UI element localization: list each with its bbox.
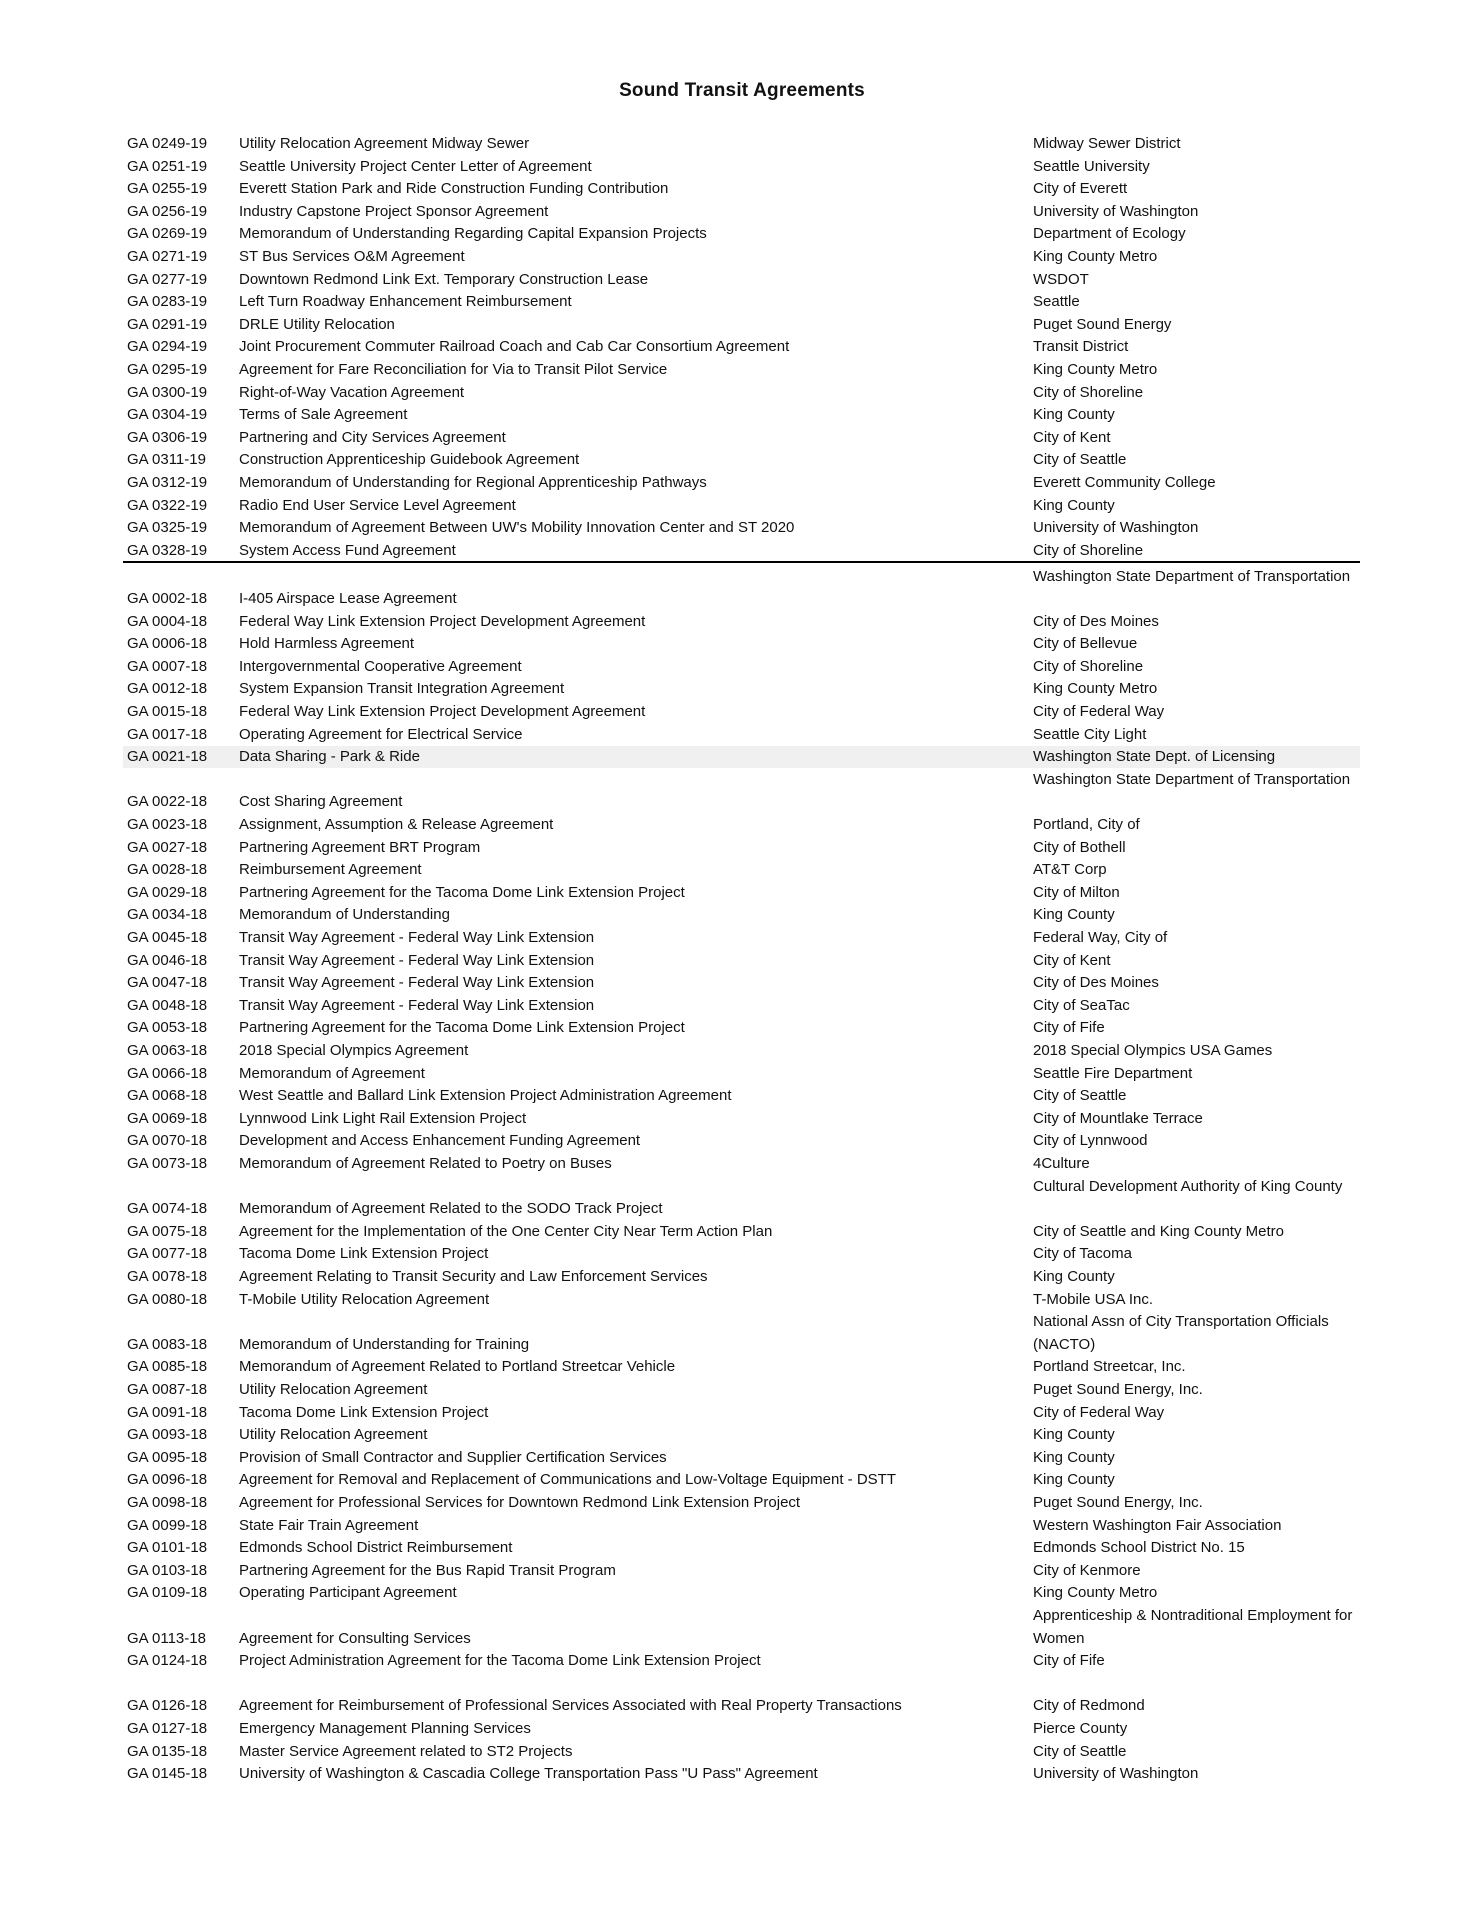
agreement-description: Federal Way Link Extension Project Development Agreement xyxy=(239,612,646,630)
agreement-description: Agreement for Removal and Replacement of Communications and Low-Voltage Equipment - DSTT xyxy=(239,1471,896,1489)
table-row xyxy=(123,540,1360,562)
agreement-id: GA 0046-18 xyxy=(127,951,208,969)
agreement-id: GA 0074-18 xyxy=(127,1200,208,1218)
agreement-id: GA 0069-18 xyxy=(127,1109,208,1127)
agreement-party: Midway Sewer District xyxy=(1033,135,1181,152)
agreement-party: Cultural Development Authority of King County xyxy=(1033,1177,1343,1195)
agreement-party: Portland Streetcar, Inc. xyxy=(1033,1358,1186,1376)
table-row xyxy=(123,1221,1360,1243)
agreement-party: City of Shoreline xyxy=(1033,541,1144,559)
table-row xyxy=(123,678,1360,700)
agreement-id: GA 0091-18 xyxy=(127,1403,208,1421)
agreement-description: Terms of Sale Agreement xyxy=(239,406,408,424)
agreement-description: Partnering and City Services Agreement xyxy=(239,428,506,446)
table-row xyxy=(123,495,1360,517)
table-row xyxy=(123,1469,1360,1491)
agreement-description: Memorandum of Agreement Between UW's Mobility Innovation Center and ST 2020 xyxy=(239,519,795,537)
agreement-party: Portland, City of xyxy=(1033,816,1140,833)
agreement-id: GA 0256-19 xyxy=(127,202,208,220)
agreement-party: Western Washington Fair Association xyxy=(1033,1516,1282,1534)
agreement-party: King County Metro xyxy=(1033,248,1158,265)
agreement-description: Memorandum of Agreement Related to Poetry on Buses xyxy=(239,1155,612,1172)
agreement-id: GA 0045-18 xyxy=(127,929,208,946)
agreement-description: Agreement for Consulting Services xyxy=(239,1629,471,1647)
agreement-party: King County xyxy=(1033,906,1115,924)
table-row xyxy=(123,201,1360,223)
agreement-id: GA 0063-18 xyxy=(127,1042,208,1059)
table-row xyxy=(123,1650,1360,1672)
agreement-description: Memorandum of Understanding for Regional Apprenticeship Pathways xyxy=(239,474,707,491)
agreement-id: GA 0127-18 xyxy=(127,1720,208,1737)
table-row xyxy=(123,1313,1360,1356)
table-row xyxy=(123,1356,1360,1378)
agreement-party: City of Redmond xyxy=(1033,1697,1145,1715)
table-row xyxy=(123,246,1360,268)
agreement-id: GA 0300-19 xyxy=(127,383,208,401)
agreement-party: Seattle Fire Department xyxy=(1033,1064,1193,1082)
agreement-description: 2018 Special Olympics Agreement xyxy=(239,1042,469,1059)
table-row xyxy=(123,1492,1360,1514)
table-row xyxy=(123,1040,1360,1062)
agreement-id: GA 0109-18 xyxy=(127,1584,208,1602)
agreement-party: AT&T Corp xyxy=(1033,861,1107,879)
agreement-party: Puget Sound Energy, Inc. xyxy=(1033,1494,1203,1511)
table-row xyxy=(123,178,1360,200)
table-row xyxy=(123,1582,1360,1604)
agreement-id: GA 0251-19 xyxy=(127,157,208,175)
agreement-party: Washington State Dept. of Licensing xyxy=(1033,748,1276,766)
table-row xyxy=(123,1515,1360,1537)
agreement-id: GA 0047-18 xyxy=(127,974,208,992)
table-row xyxy=(123,701,1360,723)
agreement-id: GA 0312-19 xyxy=(127,474,208,491)
agreement-party: City of Lynnwood xyxy=(1033,1132,1148,1150)
agreement-id: GA 0080-18 xyxy=(127,1290,208,1308)
agreement-description: I-405 Airspace Lease Agreement xyxy=(239,590,457,607)
agreement-party: King County Metro xyxy=(1033,1584,1158,1602)
table-row xyxy=(123,837,1360,859)
table-row xyxy=(123,770,1360,813)
agreement-description: System Access Fund Agreement xyxy=(239,541,456,559)
table-row xyxy=(123,1289,1360,1311)
agreement-description: Operating Participant Agreement xyxy=(239,1584,457,1602)
agreement-description: Joint Procurement Commuter Railroad Coach and Cab Car Consortium Agreement xyxy=(239,338,790,356)
table-row xyxy=(123,269,1360,291)
agreement-party: Puget Sound Energy, Inc. xyxy=(1033,1381,1203,1398)
agreement-party: King County xyxy=(1033,406,1115,424)
agreement-id: GA 0098-18 xyxy=(127,1494,208,1511)
agreement-id: GA 0022-18 xyxy=(127,793,208,811)
agreement-description: Transit Way Agreement - Federal Way Link Extension xyxy=(239,929,595,946)
agreement-party: City of Seattle xyxy=(1033,451,1127,469)
agreement-party: City of Kenmore xyxy=(1033,1561,1141,1579)
agreement-description: System Expansion Transit Integration Agreement xyxy=(239,680,565,698)
table-row xyxy=(123,1537,1360,1559)
agreement-description: Master Service Agreement related to ST2 Projects xyxy=(239,1742,573,1760)
agreement-id: GA 0083-18 xyxy=(127,1335,208,1353)
agreement-party: King County Metro xyxy=(1033,680,1158,698)
agreement-party: King County xyxy=(1033,1268,1115,1285)
table-row xyxy=(123,223,1360,245)
agreement-party: Pierce County xyxy=(1033,1720,1128,1737)
agreement-description: Utility Relocation Agreement xyxy=(239,1381,428,1398)
agreement-description: Memorandum of Understanding xyxy=(239,906,450,924)
agreement-description: Transit Way Agreement - Federal Way Link Extension xyxy=(239,974,595,992)
agreement-description: Partnering Agreement BRT Program xyxy=(239,838,481,856)
agreement-description: Right-of-Way Vacation Agreement xyxy=(239,383,465,401)
table-row xyxy=(123,656,1360,678)
agreement-id: GA 0027-18 xyxy=(127,838,208,856)
agreement-id: GA 0085-18 xyxy=(127,1358,208,1376)
agreement-description: Memorandum of Understanding for Training xyxy=(239,1335,530,1353)
table-row xyxy=(123,1447,1360,1469)
agreement-id: GA 0015-18 xyxy=(127,703,208,720)
agreement-description: Tacoma Dome Link Extension Project xyxy=(239,1245,489,1263)
agreement-id: GA 0073-18 xyxy=(127,1155,208,1172)
page-title: Sound Transit Agreements xyxy=(619,80,865,101)
agreement-party: National Assn of City Transportation Officials (NACTO) xyxy=(1033,1313,1329,1353)
agreement-description: Emergency Management Planning Services xyxy=(239,1720,531,1737)
agreement-id: GA 0269-19 xyxy=(127,225,208,243)
agreement-id: GA 0077-18 xyxy=(127,1245,208,1263)
agreement-party: Edmonds School District No. 15 xyxy=(1033,1539,1245,1557)
agreement-description: Cost Sharing Agreement xyxy=(239,793,403,811)
agreement-party: City of Bellevue xyxy=(1033,635,1138,653)
table-row xyxy=(123,1424,1360,1446)
agreement-id: GA 0255-19 xyxy=(127,180,208,198)
agreement-description: Industry Capstone Project Sponsor Agreement xyxy=(239,202,549,220)
table-row xyxy=(123,156,1360,178)
agreement-description: Assignment, Assumption & Release Agreement xyxy=(239,816,554,833)
agreement-description: Agreement Relating to Transit Security and Law Enforcement Services xyxy=(239,1268,708,1285)
agreement-description: State Fair Train Agreement xyxy=(239,1516,419,1534)
agreement-party: City of Everett xyxy=(1033,180,1128,198)
agreement-description: University of Washington & Cascadia College Transportation Pass "U Pass" Agreement xyxy=(239,1765,818,1783)
agreement-description: Edmonds School District Reimbursement xyxy=(239,1539,513,1557)
table-row xyxy=(123,291,1360,313)
table-row xyxy=(123,972,1360,994)
agreement-id: GA 0028-18 xyxy=(127,861,208,879)
agreement-party: King County xyxy=(1033,1448,1115,1466)
section-divider xyxy=(123,561,1360,563)
table-row xyxy=(123,1130,1360,1152)
table-row xyxy=(123,611,1360,633)
table-row xyxy=(123,314,1360,336)
agreement-party: City of Des Moines xyxy=(1033,612,1159,630)
agreement-party: Seattle University xyxy=(1033,157,1150,175)
table-row xyxy=(123,382,1360,404)
table-row xyxy=(123,359,1360,381)
table-row xyxy=(123,517,1360,539)
agreement-description: Transit Way Agreement - Federal Way Link Extension xyxy=(239,996,595,1014)
agreement-party: Transit District xyxy=(1033,338,1129,356)
table-row xyxy=(123,472,1360,494)
agreement-party: City of Kent xyxy=(1033,951,1111,969)
agreement-id: GA 0283-19 xyxy=(127,293,208,311)
agreement-party: University of Washington xyxy=(1033,519,1199,537)
agreement-party: Puget Sound Energy xyxy=(1033,315,1172,333)
agreement-description: Agreement for the Implementation of the One Center City Near Term Action Plan xyxy=(239,1222,773,1240)
table-row xyxy=(123,882,1360,904)
agreement-party: City of Kent xyxy=(1033,428,1111,446)
table-row xyxy=(123,927,1360,949)
agreement-id: GA 0095-18 xyxy=(127,1448,208,1466)
agreement-description: Tacoma Dome Link Extension Project xyxy=(239,1403,489,1421)
agreement-id: GA 0017-18 xyxy=(127,725,208,743)
table-row xyxy=(123,1063,1360,1085)
agreement-description: Data Sharing - Park & Ride xyxy=(239,748,420,766)
agreement-id: GA 0004-18 xyxy=(127,612,208,630)
agreement-party: Everett Community College xyxy=(1033,474,1216,491)
table-row xyxy=(123,1243,1360,1265)
table-row xyxy=(123,1379,1360,1401)
agreement-description: Memorandum of Agreement xyxy=(239,1064,425,1082)
agreement-id: GA 0075-18 xyxy=(127,1222,208,1240)
agreement-description: Left Turn Roadway Enhancement Reimbursement xyxy=(239,293,572,311)
agreement-party: 2018 Special Olympics USA Games xyxy=(1033,1042,1273,1059)
agreement-party: Seattle xyxy=(1033,293,1080,311)
agreement-party: Seattle City Light xyxy=(1033,725,1147,743)
agreement-description: Construction Apprenticeship Guidebook Agreement xyxy=(239,451,580,469)
agreement-description: Radio End User Service Level Agreement xyxy=(239,496,516,514)
agreement-party: City of Seattle and King County Metro xyxy=(1033,1222,1284,1240)
agreement-id: GA 0066-18 xyxy=(127,1064,208,1082)
agreement-id: GA 0048-18 xyxy=(127,996,208,1014)
agreement-party: City of Seattle xyxy=(1033,1742,1127,1760)
agreement-party: City of Fife xyxy=(1033,1019,1105,1037)
table-row xyxy=(123,1402,1360,1424)
agreement-id: GA 0068-18 xyxy=(127,1087,208,1105)
agreement-description: Project Administration Agreement for the Tacoma Dome Link Extension Project xyxy=(239,1652,761,1670)
agreement-party: WSDOT xyxy=(1033,270,1089,288)
agreement-id: GA 0328-19 xyxy=(127,541,208,559)
agreement-id: GA 0311-19 xyxy=(127,451,206,469)
agreement-id: GA 0103-18 xyxy=(127,1561,208,1579)
agreement-description: Utility Relocation Agreement Midway Sewer xyxy=(239,135,530,152)
table-row xyxy=(123,950,1360,972)
agreement-party: City of Seattle xyxy=(1033,1087,1127,1105)
agreement-party: City of Tacoma xyxy=(1033,1245,1132,1263)
agreement-description: Federal Way Link Extension Project Development Agreement xyxy=(239,703,646,720)
table-row xyxy=(123,746,1360,768)
agreement-id: GA 0291-19 xyxy=(127,315,208,333)
agreement-id: GA 0113-18 xyxy=(127,1629,206,1647)
agreement-description: Agreement for Professional Services for Downtown Redmond Link Extension Project xyxy=(239,1494,801,1511)
agreement-id: GA 0249-19 xyxy=(127,135,208,152)
agreement-party: 4Culture xyxy=(1033,1155,1090,1172)
table-row xyxy=(123,404,1360,426)
agreement-party: Washington State Department of Transportation xyxy=(1033,770,1351,788)
agreement-id: GA 0093-18 xyxy=(127,1426,208,1444)
table-row xyxy=(123,859,1360,881)
agreement-id: GA 0029-18 xyxy=(127,883,208,901)
agreement-party: Apprenticeship & Nontraditional Employment for Women xyxy=(1033,1607,1353,1647)
agreement-description: DRLE Utility Relocation xyxy=(239,315,395,333)
agreement-id: GA 0124-18 xyxy=(127,1652,208,1670)
table-row xyxy=(123,336,1360,358)
agreement-description: Downtown Redmond Link Ext. Temporary Construction Lease xyxy=(239,270,649,288)
agreement-description: Partnering Agreement for the Bus Rapid Transit Program xyxy=(239,1561,616,1579)
agreement-id: GA 0277-19 xyxy=(127,270,208,288)
agreement-party: Washington State Department of Transportation xyxy=(1033,567,1351,585)
agreement-party: City of Bothell xyxy=(1033,838,1126,856)
agreement-description: Intergovernmental Cooperative Agreement xyxy=(239,657,522,675)
agreement-description: T-Mobile Utility Relocation Agreement xyxy=(239,1290,490,1308)
agreement-party: City of Federal Way xyxy=(1033,1403,1165,1421)
table-row xyxy=(123,1108,1360,1130)
agreement-description: Partnering Agreement for the Tacoma Dome Link Extension Project xyxy=(239,1019,685,1037)
table-row xyxy=(123,1741,1360,1763)
table-row xyxy=(123,567,1360,610)
agreement-description: Operating Agreement for Electrical Service xyxy=(239,725,523,743)
agreement-party: City of Shoreline xyxy=(1033,383,1144,401)
agreement-id: GA 0101-18 xyxy=(127,1539,208,1557)
table-row xyxy=(123,633,1360,655)
agreement-party: King County xyxy=(1033,1471,1115,1489)
agreement-description: ST Bus Services O&M Agreement xyxy=(239,248,465,265)
agreement-description: Development and Access Enhancement Funding Agreement xyxy=(239,1132,641,1150)
table-row xyxy=(123,904,1360,926)
agreement-description: Memorandum of Agreement Related to Portland Streetcar Vehicle xyxy=(239,1358,676,1376)
agreement-party: City of Fife xyxy=(1033,1652,1105,1670)
table-row xyxy=(123,1153,1360,1175)
agreement-party: City of Des Moines xyxy=(1033,974,1159,992)
agreement-description: Provision of Small Contractor and Supplier Certification Services xyxy=(239,1448,667,1466)
agreement-id: GA 0295-19 xyxy=(127,361,208,378)
agreement-id: GA 0023-18 xyxy=(127,816,208,833)
agreement-description: Memorandum of Agreement Related to the SODO Track Project xyxy=(239,1200,663,1218)
agreement-description: Seattle University Project Center Letter of Agreement xyxy=(239,157,592,175)
agreement-id: GA 0271-19 xyxy=(127,248,208,265)
agreement-id: GA 0007-18 xyxy=(127,657,208,675)
table-row xyxy=(123,1607,1360,1650)
agreement-description: Partnering Agreement for the Tacoma Dome Link Extension Project xyxy=(239,883,685,901)
table-row xyxy=(123,1017,1360,1039)
agreement-description: Memorandum of Understanding Regarding Capital Expansion Projects xyxy=(239,225,707,243)
table-row xyxy=(123,995,1360,1017)
agreement-party: University of Washington xyxy=(1033,1765,1199,1783)
agreement-party: King County xyxy=(1033,1426,1115,1444)
agreement-id: GA 0034-18 xyxy=(127,906,208,924)
agreement-id: GA 0135-18 xyxy=(127,1742,208,1760)
agreement-description: Everett Station Park and Ride Construction Funding Contribution xyxy=(239,180,669,198)
agreement-id: GA 0002-18 xyxy=(127,590,208,607)
agreement-party: Department of Ecology xyxy=(1033,225,1186,243)
table-row xyxy=(123,1085,1360,1107)
table-row xyxy=(123,133,1360,155)
agreement-id: GA 0294-19 xyxy=(127,338,208,356)
agreement-description: Agreement for Fare Reconciliation for Via to Transit Pilot Service xyxy=(239,361,668,378)
agreement-id: GA 0306-19 xyxy=(127,428,208,446)
agreement-description: Hold Harmless Agreement xyxy=(239,635,415,653)
agreement-description: West Seattle and Ballard Link Extension Project Administration Agreement xyxy=(239,1087,732,1105)
table-row xyxy=(123,1560,1360,1582)
agreement-party: King County xyxy=(1033,496,1115,514)
agreement-id: GA 0322-19 xyxy=(127,496,208,514)
table-row xyxy=(123,1763,1360,1785)
agreement-description: Lynnwood Link Light Rail Extension Project xyxy=(239,1109,527,1127)
table-row xyxy=(123,1177,1360,1220)
agreement-description: Agreement for Reimbursement of Professional Services Associated with Real Property Transactions xyxy=(239,1697,902,1715)
table-row xyxy=(123,449,1360,471)
agreement-party: City of Mountlake Terrace xyxy=(1033,1109,1203,1127)
agreement-id: GA 0096-18 xyxy=(127,1471,208,1489)
agreement-description: Utility Relocation Agreement xyxy=(239,1426,428,1444)
table-row xyxy=(123,1718,1360,1740)
agreement-party: City of Milton xyxy=(1033,883,1120,901)
agreement-id: GA 0070-18 xyxy=(127,1132,208,1150)
table-row xyxy=(123,814,1360,836)
agreement-party: King County Metro xyxy=(1033,361,1158,378)
agreement-id: GA 0078-18 xyxy=(127,1268,208,1285)
table-row xyxy=(123,1695,1360,1717)
agreement-description: Reimbursement Agreement xyxy=(239,861,422,879)
agreement-id: GA 0145-18 xyxy=(127,1765,208,1783)
agreement-id: GA 0021-18 xyxy=(127,748,208,766)
agreement-party: T-Mobile USA Inc. xyxy=(1033,1290,1154,1308)
agreement-id: GA 0126-18 xyxy=(127,1697,208,1715)
agreement-id: GA 0053-18 xyxy=(127,1019,208,1037)
agreement-party: Federal Way, City of xyxy=(1033,929,1168,946)
agreement-id: GA 0006-18 xyxy=(127,635,208,653)
table-row xyxy=(123,1266,1360,1288)
table-row xyxy=(123,724,1360,746)
agreement-party: University of Washington xyxy=(1033,202,1199,220)
agreement-party: City of SeaTac xyxy=(1033,996,1130,1014)
agreement-id: GA 0012-18 xyxy=(127,680,208,698)
agreement-id: GA 0304-19 xyxy=(127,406,208,424)
agreement-party: City of Federal Way xyxy=(1033,703,1165,720)
table-row xyxy=(123,427,1360,449)
agreement-id: GA 0087-18 xyxy=(127,1381,208,1398)
agreement-id: GA 0325-19 xyxy=(127,519,208,537)
agreement-id: GA 0099-18 xyxy=(127,1516,208,1534)
agreement-description: Transit Way Agreement - Federal Way Link Extension xyxy=(239,951,595,969)
agreement-party: City of Shoreline xyxy=(1033,657,1144,675)
